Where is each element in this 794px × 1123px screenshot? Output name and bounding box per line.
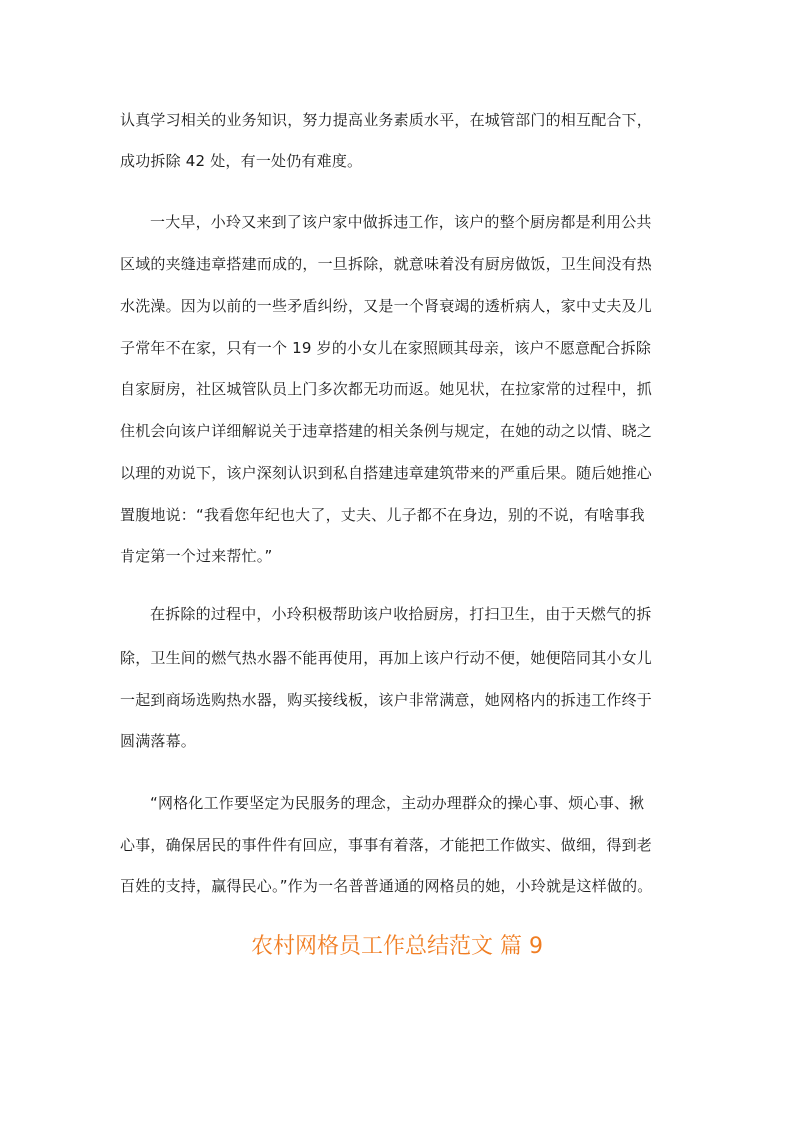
text-line: 自家厨房，社区城管队员上门多次都无功而返。她见状，在拉家常的过程中，抓 [120, 380, 653, 398]
text-line: 水洗澡。因为以前的一些矛盾纠纷，又是一个肾衰竭的透析病人，家中丈夫及儿 [120, 297, 653, 315]
text-line: 除，卫生间的燃气热水器不能再使用，再加上该户行动不便，她便陪同其小女儿 [120, 649, 653, 667]
text-line: 圆满落幕。 [120, 732, 197, 750]
text-line: 肯定第一个过来帮忙。” [120, 547, 273, 565]
text-line: 认真学习相关的业务知识，努力提高业务素质水平，在城管部门的相互配合下， [120, 111, 653, 129]
text-line: “网格化工作要坚定为民服务的理念，主动办理群众的操心事、烦心事、揪 [150, 794, 645, 812]
text-line: 一大早，小玲又来到了该户家中做拆违工作，该户的整个厨房都是利用公共 [150, 213, 652, 231]
text-line: 住机会向该户详细解说关于违章搭建的相关条例与规定，在她的动之以情、晓之 [120, 422, 653, 440]
text-line: 以理的劝说下，该户深刻认识到私自搭建违章建筑带来的严重后果。随后她推心 [120, 464, 653, 482]
text-line: 区域的夹缝违章搭建而成的，一旦拆除，就意味着没有厨房做饭，卫生间没有热 [120, 255, 653, 273]
section-heading: 农村网格员工作总结范文 篇 9 [251, 934, 543, 959]
text-line: 成功拆除 42 处，有一处仍有难度。 [120, 152, 363, 170]
text-line: 置腹地说：“我看您年纪也大了，丈夫、儿子都不在身边，别的不说，有啥事我 [120, 506, 645, 524]
text-line: 在拆除的过程中，小玲积极帮助该户收拾厨房，打扫卫生，由于天燃气的拆 [150, 605, 652, 623]
text-line: 子常年不在家，只有一个 19 岁的小女儿在家照顾其母亲，该户不愿意配合拆除 [120, 339, 652, 357]
text-line: 心事，确保居民的事件件有回应，事事有着落，才能把工作做实、做细，得到老 [120, 836, 653, 854]
text-line: 百姓的支持，赢得民心。”作为一名普普通通的网格员的她，小玲就是这样做的。 [120, 877, 653, 895]
text-line: 一起到商场选购热水器，购买接线板，该户非常满意，她网格内的拆违工作终于 [120, 691, 653, 709]
